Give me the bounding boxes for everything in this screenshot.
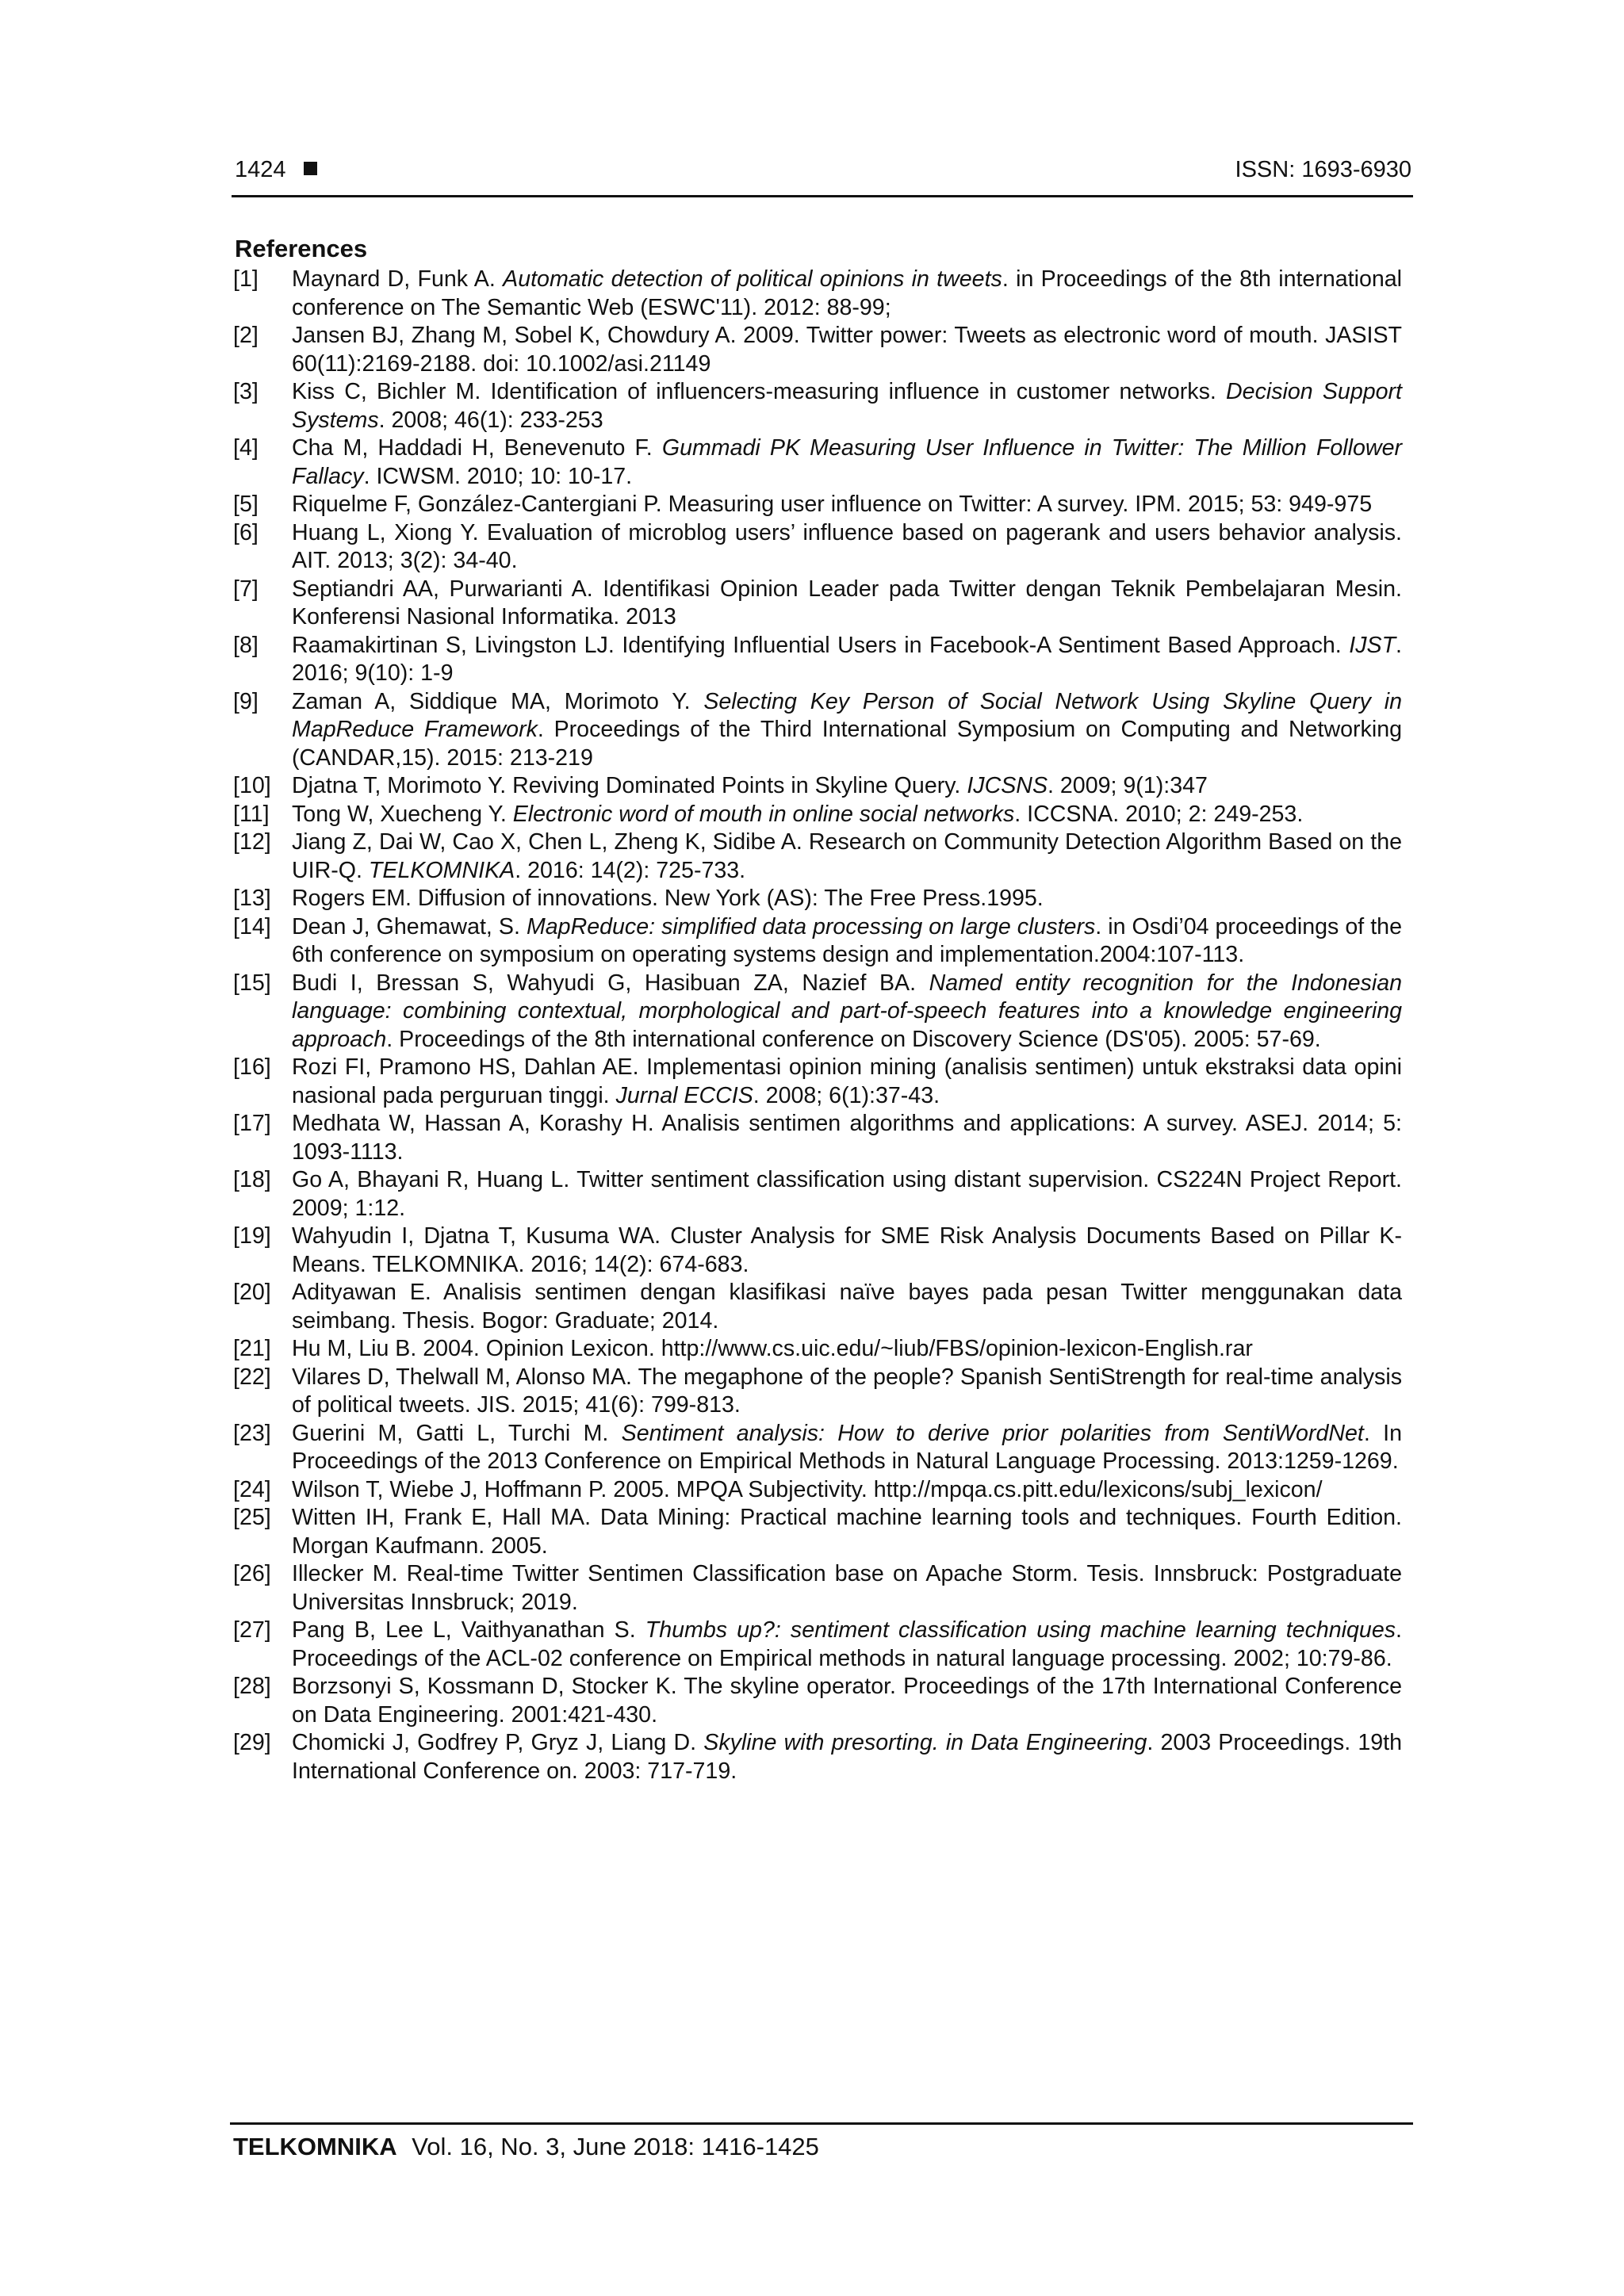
reference-text-part: Riquelme F, González-Cantergiani P. Measuring user influence on Twitter: A survey. IPM. 2015; 53: 949-975 — [292, 492, 1373, 517]
reference-number: [28] — [233, 1674, 271, 1699]
reference-text-part: Witten IH, Frank E, Hall MA. Data Mining: Practical machine learning tools and techniques. Fourth Edition. Morgan Kaufmann. 2005. — [292, 1505, 1402, 1559]
reference-title-italic: Decision Support Systems — [292, 379, 1402, 433]
reference-title-italic: Skyline with presorting. in Data Engineering — [703, 1730, 1147, 1755]
reference-item — [233, 1279, 1402, 1335]
reference-item — [233, 913, 1402, 970]
square-bullet-icon — [304, 162, 317, 175]
reference-item — [233, 772, 1402, 801]
reference-text — [292, 1335, 1402, 1364]
reference-number: [6] — [233, 519, 259, 545]
reference-text-part: Vilares D, Thelwall M, Alonso MA. The megaphone of the people? Spanish SentiStrength for real-time analysis of political tweets. JIS. 2015; 41(6): 799-813. — [292, 1364, 1402, 1418]
reference-text — [292, 322, 1402, 378]
page-number: 1424 — [235, 157, 317, 183]
reference-text — [292, 801, 1402, 829]
reference-item — [233, 1729, 1402, 1785]
reference-item — [233, 1617, 1402, 1673]
reference-title-italic: Gummadi PK Measuring User Influence in Twitter: The Million Follower Fallacy — [292, 435, 1402, 489]
reference-text-part: . Proceedings of the 8th international conference on Discovery Science (DS'05). 2005: 57-69. — [386, 1026, 1321, 1052]
reference-text-part: Guerini M, Gatti L, Turchi M. — [292, 1420, 622, 1446]
reference-list — [233, 266, 1402, 1785]
reference-title-italic: Thumbs up?: sentiment classification using machine learning techniques — [645, 1617, 1396, 1643]
reference-text-part: Budi I, Bressan S, Wahyudi G, Hasibuan ZA, Nazief BA. — [292, 970, 929, 996]
footer-citation: Vol. 16, No. 3, June 2018: 1416-1425 — [412, 2133, 819, 2160]
reference-item — [233, 1364, 1402, 1420]
reference-text-part: Maynard D, Funk A. — [292, 266, 504, 292]
reference-text — [292, 266, 1402, 322]
reference-text-part: . ICCSNA. 2010; 2: 249-253. — [1014, 801, 1304, 827]
reference-item — [233, 1420, 1402, 1476]
reference-text — [292, 1279, 1402, 1335]
reference-text — [292, 632, 1402, 688]
reference-text-part: Pang B, Lee L, Vaithyanathan S. — [292, 1617, 645, 1643]
reference-title-italic: Named entity recognition for the Indonesian language: combining contextual, morphological and part-of-speech features into a knowledge engineering approach — [292, 970, 1402, 1052]
reference-text — [292, 772, 1402, 801]
reference-text — [292, 434, 1402, 491]
reference-title-italic: IJCSNS — [967, 773, 1048, 798]
reference-text — [292, 1729, 1402, 1785]
reference-text — [292, 1054, 1402, 1110]
reference-item — [233, 1504, 1402, 1560]
reference-number: [18] — [233, 1167, 271, 1192]
reference-item — [233, 519, 1402, 576]
reference-text — [292, 378, 1402, 434]
reference-text-part: Adityawan E. Analisis sentimen dengan klasifikasi naïve bayes pada pesan Twitter menggunakan data seimbang. Thesis. Bogor: Graduate; 2014. — [292, 1280, 1402, 1334]
reference-title-italic: IJST — [1349, 632, 1396, 658]
reference-item — [233, 828, 1402, 885]
reference-text — [292, 1223, 1402, 1279]
reference-text-part: Raamakirtinan S, Livingston LJ. Identifying Influential Users in Facebook-A Sentiment Based Approach. — [292, 632, 1350, 658]
reference-number: [21] — [233, 1336, 271, 1361]
reference-text-part: . 2016: 14(2): 725-733. — [515, 857, 746, 883]
reference-item — [233, 1110, 1402, 1166]
reference-text — [292, 1504, 1402, 1560]
reference-number: [13] — [233, 886, 271, 911]
reference-text-part: . Proceedings of the Third International Symposium on Computing and Networking (CANDAR,15). 2015: 213-219 — [292, 717, 1402, 771]
reference-item — [233, 688, 1402, 773]
reference-text-part: . in Proceedings of the 8th international conference on The Semantic Web (ESWC'11). 2012: 88-99; — [292, 266, 1403, 320]
reference-text-part: . 2016; 9(10): 1-9 — [292, 632, 1402, 686]
reference-text — [292, 491, 1402, 519]
reference-item — [233, 1166, 1402, 1223]
reference-number: [12] — [233, 829, 271, 855]
reference-title-italic: Automatic detection of political opinions in tweets — [503, 266, 1002, 292]
reference-text-part: Jiang Z, Dai W, Cao X, Chen L, Zheng K, Sidibe A. Research on Community Detection Algorithm Based on the UIR-Q. — [292, 829, 1402, 883]
reference-text-part: Hu M, Liu B. 2004. Opinion Lexicon. http://www.cs.uic.edu/~liub/FBS/opinion-lexicon-English.rar — [292, 1336, 1253, 1361]
reference-text — [292, 1420, 1402, 1476]
reference-item — [233, 434, 1402, 491]
reference-text-part: . 2003 Proceedings. 19th International Conference on. 2003: 717-719. — [292, 1730, 1402, 1784]
reference-text — [292, 576, 1402, 632]
reference-title-italic: Sentiment analysis: How to derive prior polarities from SentiWordNet — [621, 1420, 1364, 1446]
reference-number: [5] — [233, 492, 259, 517]
reference-text — [292, 519, 1402, 576]
reference-text-part: Rogers EM. Diffusion of innovations. New York (AS): The Free Press.1995. — [292, 886, 1044, 911]
reference-number: [20] — [233, 1280, 271, 1305]
reference-text — [292, 1673, 1402, 1729]
reference-text-part: Chomicki J, Godfrey P, Gryz J, Liang D. — [292, 1730, 704, 1755]
reference-item — [233, 801, 1402, 829]
reference-item — [233, 491, 1402, 519]
page-footer — [233, 2133, 819, 2161]
reference-text-part: Jansen BJ, Zhang M, Sobel K, Chowdury A. 2009. Twitter power: Tweets as electronic word of mouth. JASIST 60(11):2169-2188. doi: 10.1002/asi.21149 — [292, 323, 1402, 377]
reference-text-part: Djatna T, Morimoto Y. Reviving Dominated Points in Skyline Query. — [292, 773, 967, 798]
reference-text-part: . in Osdi’04 proceedings of the 6th conference on symposium on operating systems design and implementation.2004:107-113. — [292, 913, 1402, 967]
reference-item — [233, 322, 1402, 378]
reference-text — [292, 1110, 1402, 1166]
reference-item — [233, 1223, 1402, 1279]
reference-title-italic: TELKOMNIKA — [368, 857, 515, 883]
reference-item — [233, 1054, 1402, 1110]
reference-number: [27] — [233, 1617, 271, 1643]
reference-number: [10] — [233, 773, 271, 798]
reference-number: [24] — [233, 1476, 271, 1502]
reference-number: [1] — [233, 266, 259, 292]
page-header — [235, 157, 1411, 189]
reference-number: [23] — [233, 1420, 271, 1446]
reference-item — [233, 266, 1402, 322]
reference-text-part: Wahyudin I, Djatna T, Kusuma WA. Cluster Analysis for SME Risk Analysis Documents Based on Pillar K-Means. TELKOMNIKA. 2016; 14(2): 674-683. — [292, 1223, 1402, 1277]
reference-text — [292, 1364, 1402, 1420]
reference-text-part: Illecker M. Real-time Twitter Sentimen Classification base on Apache Storm. Tesis. Innsbruck: Postgraduate Universitas Innsbruck; 2019. — [292, 1561, 1402, 1615]
reference-item — [233, 378, 1402, 434]
reference-number: [16] — [233, 1054, 271, 1080]
reference-number: [9] — [233, 688, 259, 714]
reference-text-part: Wilson T, Wiebe J, Hoffmann P. 2005. MPQA Subjectivity. http://mpqa.cs.pitt.edu/lexicons/subj_lexicon/ — [292, 1476, 1323, 1502]
reference-item — [233, 576, 1402, 632]
reference-item — [233, 1560, 1402, 1617]
reference-text-part: . 2008; 6(1):37-43. — [753, 1082, 940, 1108]
reference-text-part: . Proceedings of the ACL-02 conference on Empirical methods in natural language processing. 2002; 10:79-86. — [292, 1617, 1402, 1671]
reference-text-part: . In Proceedings of the 2013 Conference on Empirical Methods in Natural Language Processing. 2013:1259-1269. — [292, 1420, 1402, 1474]
reference-text-part: Septiandri AA, Purwarianti A. Identifikasi Opinion Leader pada Twitter dengan Teknik Pembelajaran Mesin. Konferensi Nasional Informatika. 2013 — [292, 576, 1402, 629]
reference-text-part: . ICWSM. 2010; 10: 10-17. — [363, 463, 633, 489]
reference-number: [4] — [233, 435, 259, 461]
reference-text-part: Tong W, Xuecheng Y. — [292, 801, 513, 827]
reference-text-part: Medhata W, Hassan A, Korashy H. Analisis sentimen algorithms and applications: A survey. ASEJ. 2014; 5: 1093-1113. — [292, 1111, 1402, 1165]
reference-text — [292, 1476, 1402, 1505]
reference-text-part: Kiss C, Bichler M. Identification of influencers-measuring influence in customer networks. — [292, 379, 1227, 404]
reference-title-italic: MapReduce: simplified data processing on large clusters — [526, 913, 1096, 939]
reference-text — [292, 885, 1402, 913]
reference-number: [22] — [233, 1364, 271, 1390]
reference-number: [17] — [233, 1111, 271, 1136]
reference-text-part: Dean J, Ghemawat, S. — [292, 913, 527, 939]
reference-number: [19] — [233, 1223, 271, 1249]
reference-title-italic: Selecting Key Person of Social Network Using Skyline Query in MapReduce Framework — [292, 688, 1402, 742]
footer-journal-name: TELKOMNIKA — [233, 2133, 397, 2160]
reference-text-part: Huang L, Xiong Y. Evaluation of microblog users’ influence based on pagerank and users behavior analysis. AIT. 2013; 3(2): 34-40. — [292, 519, 1402, 573]
reference-text-part: Go A, Bhayani R, Huang L. Twitter sentiment classification using distant supervision. CS224N Project Report. 2009; 1:12. — [292, 1167, 1402, 1221]
reference-number: [2] — [233, 323, 259, 348]
reference-text-part: . 2009; 9(1):347 — [1048, 773, 1208, 798]
reference-item — [233, 885, 1402, 913]
reference-number: [7] — [233, 576, 259, 602]
references-heading: References — [235, 235, 368, 262]
reference-text — [292, 828, 1402, 885]
reference-number: [14] — [233, 913, 271, 939]
reference-number: [29] — [233, 1730, 271, 1755]
reference-text — [292, 688, 1402, 773]
reference-number: [8] — [233, 632, 259, 658]
reference-text — [292, 1617, 1402, 1673]
reference-text-part: Cha M, Haddadi H, Benevenuto F. — [292, 435, 662, 461]
reference-text — [292, 1560, 1402, 1617]
reference-item — [233, 1335, 1402, 1364]
reference-text-part: . 2008; 46(1): 233-253 — [378, 407, 603, 433]
reference-title-italic: Electronic word of mouth in online social networks — [512, 801, 1015, 827]
reference-text-part: Rozi FI, Pramono HS, Dahlan AE. Implementasi opinion mining (analisis sentimen) untuk ekstraksi data opini nasional pada perguruan tinggi. — [292, 1054, 1402, 1108]
reference-number: [11] — [233, 801, 270, 827]
reference-text — [292, 1166, 1402, 1223]
reference-text-part: Zaman A, Siddique MA, Morimoto Y. — [292, 688, 704, 714]
reference-number: [26] — [233, 1561, 271, 1586]
reference-item — [233, 970, 1402, 1054]
reference-number: [15] — [233, 970, 271, 996]
issn-label: ISSN: 1693-6930 — [1235, 157, 1411, 182]
header-divider — [232, 195, 1413, 197]
reference-item — [233, 1476, 1402, 1505]
footer-divider — [230, 2122, 1413, 2125]
reference-text — [292, 913, 1402, 970]
reference-number: [3] — [233, 379, 259, 404]
reference-item — [233, 632, 1402, 688]
reference-title-italic: Jurnal ECCIS — [615, 1082, 753, 1108]
reference-text-part: Borzsonyi S, Kossmann D, Stocker K. The skyline operator. Proceedings of the 17th International Conference on Data Engineering. 2001:421-430. — [292, 1674, 1402, 1728]
reference-text — [292, 970, 1402, 1054]
reference-number: [25] — [233, 1505, 271, 1530]
reference-item — [233, 1673, 1402, 1729]
